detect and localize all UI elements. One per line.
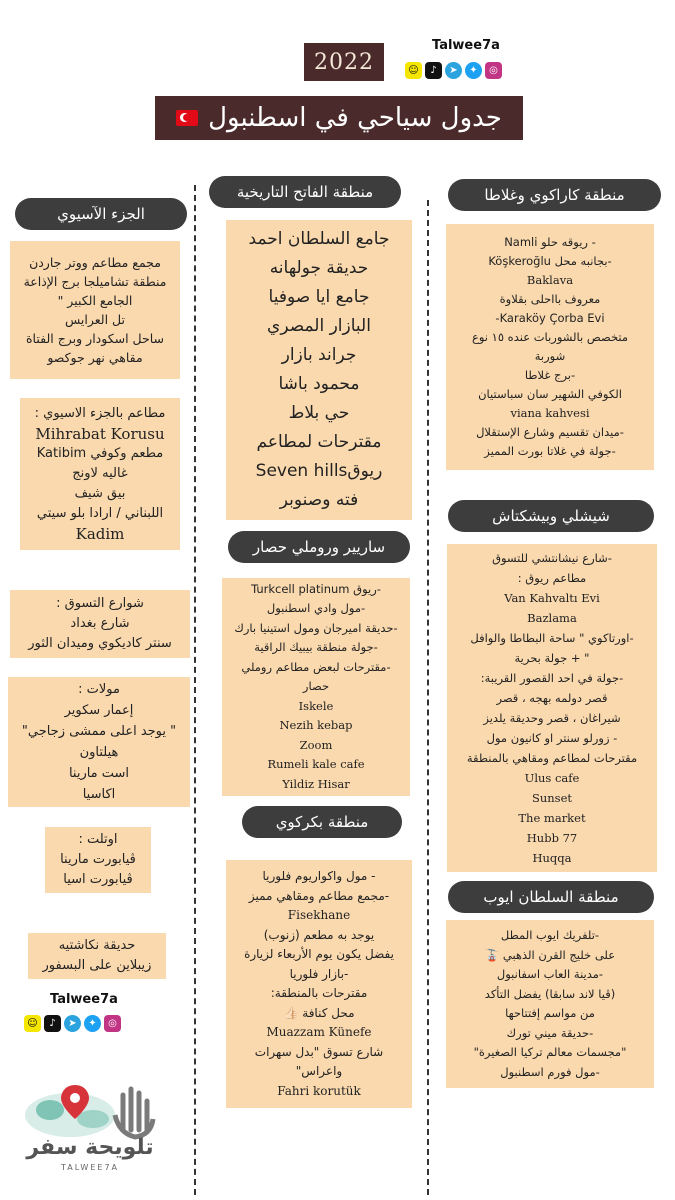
list-item: قصر دولمه بهجه ، قصر <box>496 691 608 705</box>
list-item: Fisekhane <box>287 908 351 922</box>
list-item: - ريوقه حلو Namli <box>504 235 596 249</box>
list-item: مجمع مطاعم ووتر جاردن <box>29 255 161 270</box>
list-item: " يوجد اعلى ممشى زجاجي" <box>21 724 177 739</box>
snapchat-icon[interactable]: ☺ <box>405 62 422 79</box>
instagram-icon[interactable]: ◎ <box>485 62 502 79</box>
list-item: "مجسمات معالم تركيا الصغيرة" <box>473 1045 627 1059</box>
list-item: Baklava <box>526 273 574 287</box>
list-item: اوتلت : <box>78 832 118 847</box>
list-item: -اورتاكوي " ساحة البطاطا والوافل <box>470 631 634 645</box>
list-item: Bazlama <box>527 611 577 625</box>
list-item: هيلتاون <box>79 745 119 760</box>
list-item: -جولة في احد القصور القريبة: <box>480 671 624 685</box>
list-item: Sunset <box>531 791 573 805</box>
list-item: الكوفي الشهير سان سباستيان <box>478 387 622 401</box>
logo-subtitle: TALWEE7A <box>60 1163 120 1172</box>
list-item: -ريوق Turkcell platinum <box>251 581 381 596</box>
year-badge: 2022 <box>304 43 384 81</box>
eyup-header: منطقة السلطان ايوب <box>448 881 654 913</box>
list-item: اللبناني / ارادا بلو سيتي <box>36 506 164 521</box>
list-item: است مارينا <box>68 766 130 781</box>
list-item: -مول فورم اسطنبول <box>500 1064 600 1079</box>
list-item: - مول واكواريوم فلوريا <box>262 869 376 883</box>
list-item: جامع السلطان احمد <box>248 229 390 249</box>
list-item: حديقة جولهانه <box>269 258 369 278</box>
karakoy-box <box>446 224 654 470</box>
list-item: مطعم وكوفي Katibim <box>36 446 164 461</box>
list-item: معروف بااحلى بقلاوة <box>499 292 601 306</box>
list-item: -مجمع مطاعم ومقاهي مميز <box>248 888 390 903</box>
list-item: ساحل اسكودار وبرج الفتاة <box>26 331 164 346</box>
turkey-flag-icon <box>176 110 198 126</box>
list-item: حصار <box>302 679 330 694</box>
fatih-header: منطقة الفاتح التاريخية <box>209 176 401 208</box>
telegram-icon[interactable]: ➤ <box>64 1015 81 1032</box>
list-item: يوجد به مطعم (زنوب) <box>263 927 375 942</box>
list-item: الجامع الكبير " <box>57 293 133 308</box>
list-item: Rumeli kale cafe <box>267 757 365 772</box>
list-item: Muazzam Künefe <box>266 1025 372 1039</box>
bakirkoy-header: منطقة بكركوي <box>242 806 402 838</box>
list-item: -ميدان تقسيم وشارع الإستقلال <box>476 425 624 439</box>
list-item: بيق شيف <box>74 486 126 501</box>
list-item: The market <box>518 811 586 825</box>
list-item: -حديقة اميرجان ومول استينيا بارك <box>234 620 398 635</box>
list-item: فته وصنوبر <box>279 490 359 510</box>
fatih-box <box>226 220 412 520</box>
twitter-icon[interactable]: ✦ <box>84 1015 101 1032</box>
column-divider-right <box>427 200 429 1195</box>
list-item: شارع بغداد <box>70 616 130 631</box>
list-item: viana kahvesi <box>510 406 590 420</box>
brand-name-footer: Talwee7a <box>50 992 118 1007</box>
list-item: حي بلاط <box>288 403 350 423</box>
list-item: ڤيابورت مارينا <box>60 852 136 867</box>
eyup-box <box>446 920 654 1088</box>
bakirkoy-box <box>226 860 412 1108</box>
list-item: جامع ايا صوفيا <box>268 287 370 307</box>
list-item: -مدينة العاب اسفانبول <box>496 967 604 981</box>
talwee7a-logo <box>15 1075 165 1175</box>
list-item: -شارع نيشانتشي للتسوق <box>492 551 612 565</box>
asian-outlet-box <box>45 827 151 893</box>
list-item: Fahri korutük <box>277 1083 361 1098</box>
list-item: Zoom <box>299 737 333 752</box>
list-item: -برج غلاطا <box>524 368 576 382</box>
brand-name: Talwee7a <box>432 38 500 53</box>
list-item: - زورلو سنتر او كانيون مول <box>486 731 618 745</box>
asian-malls-box <box>8 677 190 807</box>
list-item: ڤيابورت اسيا <box>63 872 133 887</box>
list-item: Yildiz Hisar <box>282 776 350 791</box>
list-item: غاليه لاونج <box>72 466 128 481</box>
list-item: -جولة منطقة بيبيك الراقية <box>254 640 378 655</box>
snapchat-icon[interactable]: ☺ <box>24 1015 41 1032</box>
tiktok-icon[interactable]: ♪ <box>44 1015 61 1032</box>
list-item: Huqqa <box>532 851 572 865</box>
list-item: -مول وادي اسطنبول <box>266 601 366 616</box>
list-item: حديقة نكاشتيه <box>58 938 136 953</box>
twitter-icon[interactable]: ✦ <box>465 62 482 79</box>
list-item: مولات : <box>78 682 120 697</box>
list-item: Mihrabat Korusu <box>35 425 165 443</box>
list-item: جراند بازار <box>281 345 357 365</box>
list-item: مقترحات بالمنطقة: <box>270 986 368 1000</box>
asian-side-header: الجزء الآسيوي <box>15 198 187 230</box>
logo-name: تلويحة سفر <box>26 1135 154 1160</box>
list-item: متخصص بالشوربات عنده ١٥ نوع <box>472 330 628 344</box>
list-item: Hubb 77 <box>526 831 578 845</box>
list-item: زيبلاين على البسفور <box>42 958 152 973</box>
list-item: يفضل يكون يوم الأربعاء لزيارة <box>244 947 394 961</box>
list-item: " + جولة بحرية <box>514 651 590 665</box>
list-item: Van Kahvaltı Evi <box>504 591 600 605</box>
social-icons <box>405 62 502 79</box>
list-item: Nezih kebap <box>279 718 353 733</box>
list-item: على خليج القرن الذهبي 🚡 <box>484 947 616 962</box>
list-item: منطقة تشاميلجا برج الإذاعة <box>23 274 167 289</box>
list-item: Iskele <box>298 698 334 713</box>
asian-shopping-box <box>10 590 190 658</box>
list-item: البازار المصري <box>267 316 371 336</box>
list-item: -جولة في غلاتا بورت المميز <box>484 444 616 458</box>
list-item: -حديقة ميني تورك <box>506 1025 594 1040</box>
list-item: Karaköy Çorba Evi- <box>495 311 605 325</box>
list-item: شوربة <box>534 349 566 363</box>
list-item: Ulus cafe <box>524 771 580 785</box>
list-item: تل العرايس <box>64 312 126 327</box>
instagram-icon[interactable]: ◎ <box>104 1015 121 1032</box>
list-item: Kadim <box>75 525 125 543</box>
asian-garden-box <box>28 933 166 979</box>
sariyer-header: ساريير وروملي حصار <box>228 531 410 563</box>
sariyer-box <box>222 578 410 796</box>
list-item: -بجانبه محل Köşkeroğlu <box>488 254 612 268</box>
telegram-icon[interactable]: ➤ <box>445 62 462 79</box>
karakoy-header: منطقة كاراكوي وغلاطا <box>448 179 661 211</box>
sisli-header: شيشلي وبيشكتاش <box>448 500 654 532</box>
page-title <box>155 96 523 140</box>
list-item: مقترحات لمطاعم ومقاهي بالمنطقة <box>466 751 638 765</box>
list-item: -مقترحات لبعض مطاعم روملي <box>241 659 391 674</box>
list-item: مطاعم ريوق : <box>517 571 587 585</box>
list-item: اكاسيا <box>82 787 116 802</box>
list-item: -بازار فلوريا <box>289 966 349 981</box>
list-item: سنتر كاديكوي وميدان الثور <box>28 636 172 651</box>
list-item: مطاعم بالجزء الاسيوي : <box>34 406 166 421</box>
list-item: إعمار سكوير <box>64 703 134 718</box>
list-item: محل كنافة 👍🏻 <box>283 1005 355 1020</box>
asian-places-box <box>10 241 180 379</box>
list-item: ريوقSeven hills <box>255 461 383 481</box>
title-text: جدول سياحي في اسطنبول <box>208 103 502 133</box>
list-item: شارع تسوق "بدل سهرات <box>254 1044 384 1059</box>
list-item: -تلفريك ايوب المطل <box>500 928 600 942</box>
list-item: مقترحات لمطاعم <box>256 432 382 452</box>
list-item: شوارع التسوق : <box>56 596 144 611</box>
asian-restaurants-box <box>20 398 180 550</box>
list-item: (ڤيا لاند سابقا) يفضل التأكد <box>484 986 616 1001</box>
social-icons-footer <box>24 1015 121 1032</box>
list-item: من مواسم إفتتاحها <box>505 1006 595 1020</box>
list-item: شيراغان ، قصر وحديقة يلديز <box>483 711 621 725</box>
tiktok-icon[interactable]: ♪ <box>425 62 442 79</box>
column-divider-left <box>194 185 196 1195</box>
list-item: واعراس" <box>295 1064 343 1078</box>
list-item: مقاهي نهر جوكصو <box>47 350 143 365</box>
list-item: محمود باشا <box>278 374 360 394</box>
sisli-box <box>447 544 657 872</box>
